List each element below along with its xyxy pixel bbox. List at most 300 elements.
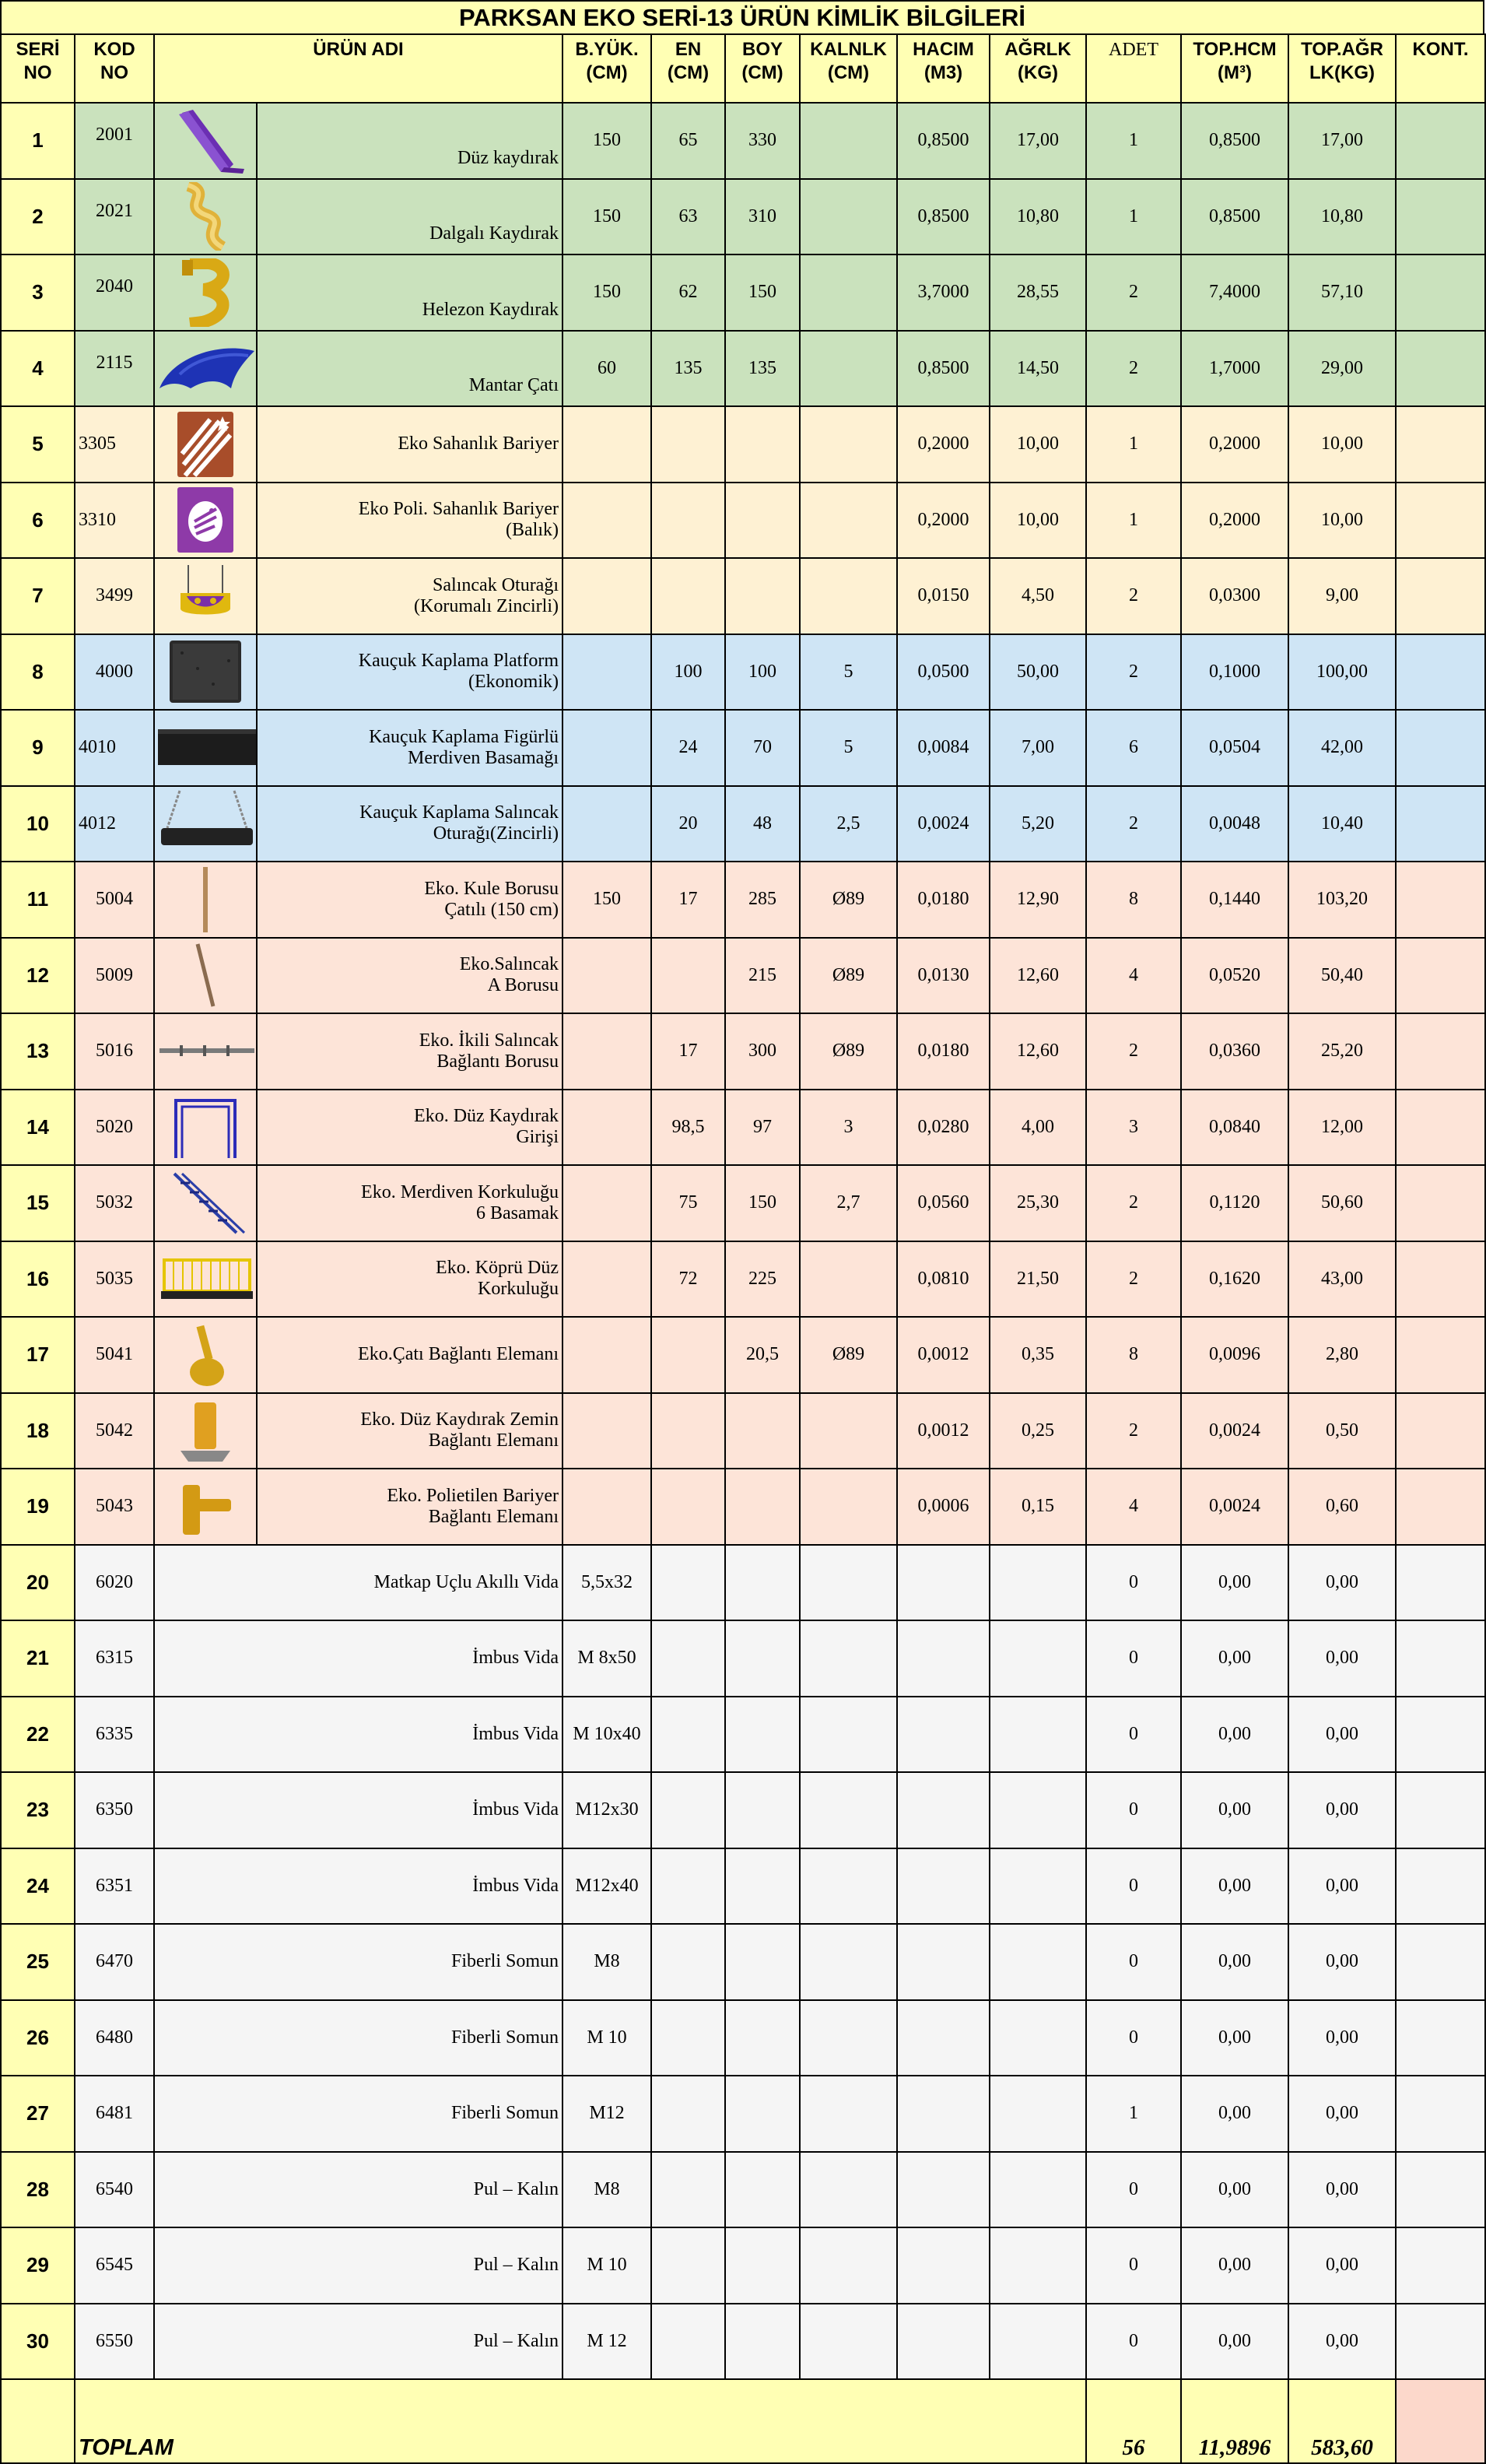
seri-no-cell: 14 xyxy=(1,1090,75,1166)
hacim-cell: 0,0500 xyxy=(897,634,990,711)
kalnlk-cell xyxy=(800,2227,897,2304)
table-row xyxy=(1,331,1485,407)
en-cell xyxy=(651,1620,725,1697)
header-seri: SERİ NO xyxy=(1,34,75,103)
hacim-cell: 0,0810 xyxy=(897,1241,990,1318)
kod-no-cell: 5043 xyxy=(75,1469,154,1545)
kalnlk-cell: Ø89 xyxy=(800,1317,897,1393)
kod-no-cell: 6335 xyxy=(75,1697,154,1773)
topagr-cell: 0,00 xyxy=(1288,1772,1396,1848)
header-adet: ADET xyxy=(1086,34,1181,103)
topagr-cell: 0,00 xyxy=(1288,2000,1396,2076)
product-image-cell xyxy=(154,786,257,862)
header-kont: KONT. xyxy=(1396,34,1485,103)
seri-no-cell: 1 xyxy=(1,103,75,179)
en-cell xyxy=(651,1393,725,1469)
header-kod: KOD NO xyxy=(75,34,154,103)
byuk-cell: 150 xyxy=(563,254,651,331)
adet-cell: 0 xyxy=(1086,1924,1181,2000)
seri-no-cell: 20 xyxy=(1,1545,75,1621)
tophcm-cell: 0,00 xyxy=(1181,1772,1288,1848)
total-label: TOPLAM xyxy=(75,2379,1086,2463)
product-name-cell xyxy=(154,2076,563,2152)
product-name-cell xyxy=(257,862,563,938)
product-name-cell xyxy=(154,2000,563,2076)
kalnlk-cell: 3 xyxy=(800,1090,897,1166)
boy-cell xyxy=(725,1393,800,1469)
en-cell: 135 xyxy=(651,331,725,407)
product-name-line: Fiberli Somun xyxy=(450,2027,559,2048)
product-name-cell xyxy=(257,1090,563,1166)
boy-cell xyxy=(725,1545,800,1621)
kalnlk-cell xyxy=(800,406,897,483)
en-cell: 98,5 xyxy=(651,1090,725,1166)
tophcm-cell: 0,0024 xyxy=(1181,1393,1288,1469)
topagr-cell: 100,00 xyxy=(1288,634,1396,711)
product-image-cell xyxy=(154,179,257,255)
hacim-cell: 0,0130 xyxy=(897,938,990,1014)
table-row xyxy=(1,1393,1485,1469)
tophcm-cell: 0,8500 xyxy=(1181,103,1288,179)
product-image-cell xyxy=(154,1090,257,1166)
tophcm-cell: 7,4000 xyxy=(1181,254,1288,331)
total-adet: 56 xyxy=(1086,2379,1181,2463)
product-name-line: İmbus Vida xyxy=(472,1648,559,1669)
kalnlk-cell xyxy=(800,103,897,179)
en-cell xyxy=(651,2152,725,2228)
straight-slide-icon xyxy=(156,107,254,175)
seri-no-cell: 11 xyxy=(1,862,75,938)
tophcm-cell: 0,0504 xyxy=(1181,710,1288,786)
adet-cell: 0 xyxy=(1086,1848,1181,1925)
product-name-line: Eko. İkili Salıncak xyxy=(419,1030,559,1051)
sheet-title: PARKSAN EKO SERİ-13 ÜRÜN KİMLİK BİLGİLERİ xyxy=(0,0,1484,33)
hacim-cell xyxy=(897,2227,990,2304)
adet-cell: 8 xyxy=(1086,1317,1181,1393)
topagr-cell: 57,10 xyxy=(1288,254,1396,331)
table-row xyxy=(1,786,1485,862)
header-row xyxy=(1,34,1485,103)
kalnlk-cell xyxy=(800,331,897,407)
product-name-cell xyxy=(257,558,563,634)
agrlk-cell: 50,00 xyxy=(990,634,1086,711)
tophcm-cell: 0,00 xyxy=(1181,1620,1288,1697)
adet-cell: 0 xyxy=(1086,1620,1181,1697)
product-name-cell xyxy=(154,2152,563,2228)
kont-cell xyxy=(1396,1545,1485,1621)
header-en: EN (CM) xyxy=(651,34,725,103)
kod-no-cell: 2001 xyxy=(75,103,154,179)
kalnlk-cell xyxy=(800,1241,897,1318)
kont-cell xyxy=(1396,1697,1485,1773)
kod-no-cell: 2115 xyxy=(75,331,154,407)
topagr-cell: 0,00 xyxy=(1288,2304,1396,2380)
product-name-line: A Borusu xyxy=(487,975,559,996)
kalnlk-cell: 5 xyxy=(800,710,897,786)
byuk-cell: M12x40 xyxy=(563,1848,651,1925)
product-name-line: (Ekonomik) xyxy=(468,672,559,693)
hacim-cell xyxy=(897,2304,990,2380)
seri-no-cell: 18 xyxy=(1,1393,75,1469)
byuk-cell: 5,5x32 xyxy=(563,1545,651,1621)
adet-cell: 2 xyxy=(1086,558,1181,634)
tophcm-cell: 0,0840 xyxy=(1181,1090,1288,1166)
product-name-line: Bağlantı Elemanı xyxy=(428,1430,559,1451)
kont-cell xyxy=(1396,938,1485,1014)
kalnlk-cell xyxy=(800,1848,897,1925)
adet-cell: 6 xyxy=(1086,710,1181,786)
product-name-line: 6 Basamak xyxy=(476,1202,559,1223)
byuk-cell xyxy=(563,710,651,786)
stair-railing-icon xyxy=(156,1169,254,1237)
tophcm-cell: 0,1000 xyxy=(1181,634,1288,711)
rubber-step-icon xyxy=(156,714,254,782)
kod-no-cell: 6020 xyxy=(75,1545,154,1621)
product-name-line: Eko.Çatı Bağlantı Elemanı xyxy=(358,1344,559,1365)
product-name-cell xyxy=(257,710,563,786)
en-cell xyxy=(651,2076,725,2152)
boy-cell: 330 xyxy=(725,103,800,179)
product-name-line: Eko.Salıncak xyxy=(459,954,559,975)
hacim-cell: 0,0280 xyxy=(897,1090,990,1166)
product-image-cell xyxy=(154,331,257,407)
table-row xyxy=(1,1924,1485,2000)
product-name-line: Helezon Kaydırak xyxy=(422,299,559,320)
en-cell xyxy=(651,1697,725,1773)
product-image-cell xyxy=(154,1013,257,1090)
product-name-line: Bağlantı Borusu xyxy=(436,1051,559,1072)
product-image-cell xyxy=(154,1469,257,1545)
en-cell: 20 xyxy=(651,786,725,862)
kod-no-cell: 6481 xyxy=(75,2076,154,2152)
header-urun: ÜRÜN ADI xyxy=(154,34,563,103)
product-image-cell xyxy=(154,103,257,179)
boy-cell: 285 xyxy=(725,862,800,938)
spiral-slide-icon xyxy=(156,258,254,327)
product-image-cell xyxy=(154,483,257,559)
hacim-cell xyxy=(897,2152,990,2228)
product-name-cell xyxy=(154,1545,563,1621)
product-name-line: Eko. Merdiven Korkuluğu xyxy=(361,1181,559,1202)
seri-no-cell: 21 xyxy=(1,1620,75,1697)
seri-no-cell: 4 xyxy=(1,331,75,407)
table-row xyxy=(1,2227,1485,2304)
bridge-railing-icon xyxy=(156,1244,254,1313)
adet-cell: 2 xyxy=(1086,1393,1181,1469)
barrier-connector-icon xyxy=(156,1472,254,1541)
seri-no-cell: 13 xyxy=(1,1013,75,1090)
tophcm-cell: 0,0048 xyxy=(1181,786,1288,862)
product-name-line: Eko. Düz Kaydırak Zemin xyxy=(360,1409,559,1430)
tophcm-cell: 0,00 xyxy=(1181,2152,1288,2228)
topagr-cell: 10,80 xyxy=(1288,179,1396,255)
boy-cell xyxy=(725,1924,800,2000)
kont-cell xyxy=(1396,2076,1485,2152)
chain-swing-seat-icon xyxy=(156,789,254,858)
adet-cell: 1 xyxy=(1086,483,1181,559)
kont-cell xyxy=(1396,786,1485,862)
byuk-cell: M 10 xyxy=(563,2227,651,2304)
product-name-line: Fiberli Somun xyxy=(450,2103,559,2124)
kalnlk-cell xyxy=(800,483,897,559)
kalnlk-cell: Ø89 xyxy=(800,1013,897,1090)
agrlk-cell: 28,55 xyxy=(990,254,1086,331)
product-name-line: Kauçuk Kaplama Platform xyxy=(358,651,559,672)
product-name-line: (Korumalı Zincirli) xyxy=(414,595,559,616)
product-image-cell xyxy=(154,1393,257,1469)
agrlk-cell: 17,00 xyxy=(990,103,1086,179)
agrlk-cell: 10,00 xyxy=(990,483,1086,559)
boy-cell: 310 xyxy=(725,179,800,255)
product-name-line: Bağlantı Elemanı xyxy=(428,1506,559,1527)
kont-cell xyxy=(1396,483,1485,559)
table-row xyxy=(1,710,1485,786)
en-cell xyxy=(651,1469,725,1545)
boy-cell xyxy=(725,2152,800,2228)
byuk-cell xyxy=(563,1241,651,1318)
agrlk-cell xyxy=(990,1697,1086,1773)
boy-cell: 300 xyxy=(725,1013,800,1090)
agrlk-cell xyxy=(990,2152,1086,2228)
header-agrlk: AĞRLK (KG) xyxy=(990,34,1086,103)
kalnlk-cell xyxy=(800,179,897,255)
topagr-cell: 0,00 xyxy=(1288,1697,1396,1773)
en-cell: 17 xyxy=(651,1013,725,1090)
product-name-line: Matkap Uçlu Akıllı Vida xyxy=(373,1571,559,1592)
boy-cell xyxy=(725,1697,800,1773)
product-image-cell xyxy=(154,1165,257,1241)
hacim-cell xyxy=(897,1772,990,1848)
boy-cell: 215 xyxy=(725,938,800,1014)
adet-cell: 0 xyxy=(1086,2152,1181,2228)
product-name-line: Kauçuk Kaplama Figürlü xyxy=(369,726,559,747)
product-table xyxy=(0,33,1486,2464)
agrlk-cell: 4,00 xyxy=(990,1090,1086,1166)
hacim-cell: 0,0180 xyxy=(897,862,990,938)
product-name-cell xyxy=(257,1317,563,1393)
product-image-cell xyxy=(154,634,257,711)
topagr-cell: 0,00 xyxy=(1288,1924,1396,2000)
product-name-cell xyxy=(154,1924,563,2000)
product-name-cell xyxy=(257,1393,563,1469)
kod-no-cell: 2021 xyxy=(75,179,154,255)
agrlk-cell: 25,30 xyxy=(990,1165,1086,1241)
boy-cell: 150 xyxy=(725,1165,800,1241)
fish-barrier-icon xyxy=(156,486,254,554)
product-image-cell xyxy=(154,710,257,786)
adet-cell: 8 xyxy=(1086,862,1181,938)
byuk-cell: M12 xyxy=(563,2076,651,2152)
kod-no-cell: 6550 xyxy=(75,2304,154,2380)
en-cell xyxy=(651,1848,725,1925)
boy-cell xyxy=(725,2076,800,2152)
product-name-cell xyxy=(257,786,563,862)
boy-cell: 225 xyxy=(725,1241,800,1318)
product-name-cell xyxy=(257,254,563,331)
table-row xyxy=(1,2076,1485,2152)
kont-cell xyxy=(1396,1848,1485,1925)
boy-cell xyxy=(725,1469,800,1545)
boy-cell xyxy=(725,406,800,483)
kont-cell xyxy=(1396,1241,1485,1318)
topagr-cell: 10,00 xyxy=(1288,483,1396,559)
kalnlk-cell xyxy=(800,2000,897,2076)
byuk-cell xyxy=(563,558,651,634)
topagr-cell: 103,20 xyxy=(1288,862,1396,938)
en-cell xyxy=(651,558,725,634)
product-name-line: Eko. Polietilen Bariyer xyxy=(387,1485,559,1506)
kod-no-cell: 5004 xyxy=(75,862,154,938)
seri-no-cell: 29 xyxy=(1,2227,75,2304)
swing-a-pipe-icon xyxy=(156,941,254,1009)
hacim-cell: 0,0006 xyxy=(897,1469,990,1545)
en-cell: 72 xyxy=(651,1241,725,1318)
agrlk-cell xyxy=(990,1620,1086,1697)
kalnlk-cell xyxy=(800,254,897,331)
product-name-line: Pul – Kalın xyxy=(473,2330,559,2351)
kalnlk-cell: 2,5 xyxy=(800,786,897,862)
seri-no-cell: 2 xyxy=(1,179,75,255)
boy-cell: 135 xyxy=(725,331,800,407)
en-cell xyxy=(651,938,725,1014)
hacim-cell: 0,0084 xyxy=(897,710,990,786)
product-name-cell xyxy=(257,1165,563,1241)
boy-cell xyxy=(725,1620,800,1697)
product-name-line: İmbus Vida xyxy=(472,1875,559,1896)
table-body xyxy=(1,103,1485,2379)
topagr-cell: 0,50 xyxy=(1288,1393,1396,1469)
seri-no-cell: 5 xyxy=(1,406,75,483)
product-image-cell xyxy=(154,862,257,938)
product-name-cell xyxy=(154,1620,563,1697)
seri-no-cell: 24 xyxy=(1,1848,75,1925)
byuk-cell: 60 xyxy=(563,331,651,407)
product-name-cell xyxy=(154,2227,563,2304)
seri-no-cell: 15 xyxy=(1,1165,75,1241)
kont-cell xyxy=(1396,2227,1485,2304)
boy-cell xyxy=(725,558,800,634)
tower-pipe-icon xyxy=(156,865,254,934)
tophcm-cell: 0,1440 xyxy=(1181,862,1288,938)
table-row xyxy=(1,406,1485,483)
product-name-line: Dalgalı Kaydırak xyxy=(429,223,559,244)
product-name-cell xyxy=(257,103,563,179)
kod-no-cell: 3499 xyxy=(75,558,154,634)
product-image-cell xyxy=(154,1241,257,1318)
product-name-line: Düz kaydırak xyxy=(457,147,559,168)
product-name-line: Kauçuk Kaplama Salıncak xyxy=(359,802,559,823)
header-topagr: TOP.AĞR LK(KG) xyxy=(1288,34,1396,103)
tophcm-cell: 1,7000 xyxy=(1181,331,1288,407)
boy-cell xyxy=(725,1848,800,1925)
kont-cell xyxy=(1396,2152,1485,2228)
swing-beam-icon xyxy=(156,1017,254,1086)
tophcm-cell: 0,2000 xyxy=(1181,483,1288,559)
adet-cell: 1 xyxy=(1086,179,1181,255)
topagr-cell: 0,00 xyxy=(1288,1545,1396,1621)
kod-no-cell: 4010 xyxy=(75,710,154,786)
table-row xyxy=(1,558,1485,634)
kod-no-cell: 2040 xyxy=(75,254,154,331)
tophcm-cell: 0,00 xyxy=(1181,1848,1288,1925)
total-kont xyxy=(1396,2379,1485,2463)
baby-swing-seat-icon xyxy=(156,562,254,630)
header-kalnlk: KALNLK (CM) xyxy=(800,34,897,103)
byuk-cell xyxy=(563,1090,651,1166)
adet-cell: 2 xyxy=(1086,786,1181,862)
byuk-cell: 150 xyxy=(563,103,651,179)
adet-cell: 2 xyxy=(1086,1013,1181,1090)
adet-cell: 1 xyxy=(1086,2076,1181,2152)
hacim-cell xyxy=(897,1545,990,1621)
agrlk-cell: 14,50 xyxy=(990,331,1086,407)
product-image-cell xyxy=(154,1317,257,1393)
seri-no-cell: 17 xyxy=(1,1317,75,1393)
boy-cell xyxy=(725,2304,800,2380)
byuk-cell xyxy=(563,786,651,862)
tophcm-cell: 0,00 xyxy=(1181,2304,1288,2380)
byuk-cell: M 8x50 xyxy=(563,1620,651,1697)
kont-cell xyxy=(1396,862,1485,938)
adet-cell: 2 xyxy=(1086,331,1181,407)
table-row xyxy=(1,2000,1485,2076)
seri-no-cell: 23 xyxy=(1,1772,75,1848)
agrlk-cell: 0,25 xyxy=(990,1393,1086,1469)
table-row xyxy=(1,1241,1485,1318)
table-row xyxy=(1,1620,1485,1697)
landing-barrier-icon xyxy=(156,410,254,479)
kont-cell xyxy=(1396,1165,1485,1241)
en-cell: 63 xyxy=(651,179,725,255)
total-row xyxy=(1,2379,1485,2463)
topagr-cell: 43,00 xyxy=(1288,1241,1396,1318)
kont-cell xyxy=(1396,1772,1485,1848)
kont-cell xyxy=(1396,406,1485,483)
kod-no-cell: 6315 xyxy=(75,1620,154,1697)
table-row xyxy=(1,1013,1485,1090)
tophcm-cell: 0,0360 xyxy=(1181,1013,1288,1090)
boy-cell xyxy=(725,2000,800,2076)
ground-connector-icon xyxy=(156,1396,254,1465)
product-name-cell xyxy=(154,1772,563,1848)
tophcm-cell: 0,2000 xyxy=(1181,406,1288,483)
tophcm-cell: 0,00 xyxy=(1181,1924,1288,2000)
adet-cell: 0 xyxy=(1086,1772,1181,1848)
kalnlk-cell xyxy=(800,2304,897,2380)
product-name-cell xyxy=(257,634,563,711)
total-seri-cell xyxy=(1,2379,75,2463)
byuk-cell xyxy=(563,1013,651,1090)
kod-no-cell: 3305 xyxy=(75,406,154,483)
kod-no-cell: 3310 xyxy=(75,483,154,559)
hacim-cell xyxy=(897,2000,990,2076)
byuk-cell xyxy=(563,634,651,711)
en-cell: 75 xyxy=(651,1165,725,1241)
kont-cell xyxy=(1396,1090,1485,1166)
byuk-cell xyxy=(563,406,651,483)
product-image-cell xyxy=(154,406,257,483)
kod-no-cell: 6480 xyxy=(75,2000,154,2076)
en-cell xyxy=(651,406,725,483)
topagr-cell: 0,00 xyxy=(1288,2152,1396,2228)
en-cell xyxy=(651,1545,725,1621)
agrlk-cell: 10,80 xyxy=(990,179,1086,255)
tophcm-cell: 0,0300 xyxy=(1181,558,1288,634)
header-hacim: HACIM (M3) xyxy=(897,34,990,103)
hacim-cell xyxy=(897,1848,990,1925)
seri-no-cell: 12 xyxy=(1,938,75,1014)
kont-cell xyxy=(1396,103,1485,179)
